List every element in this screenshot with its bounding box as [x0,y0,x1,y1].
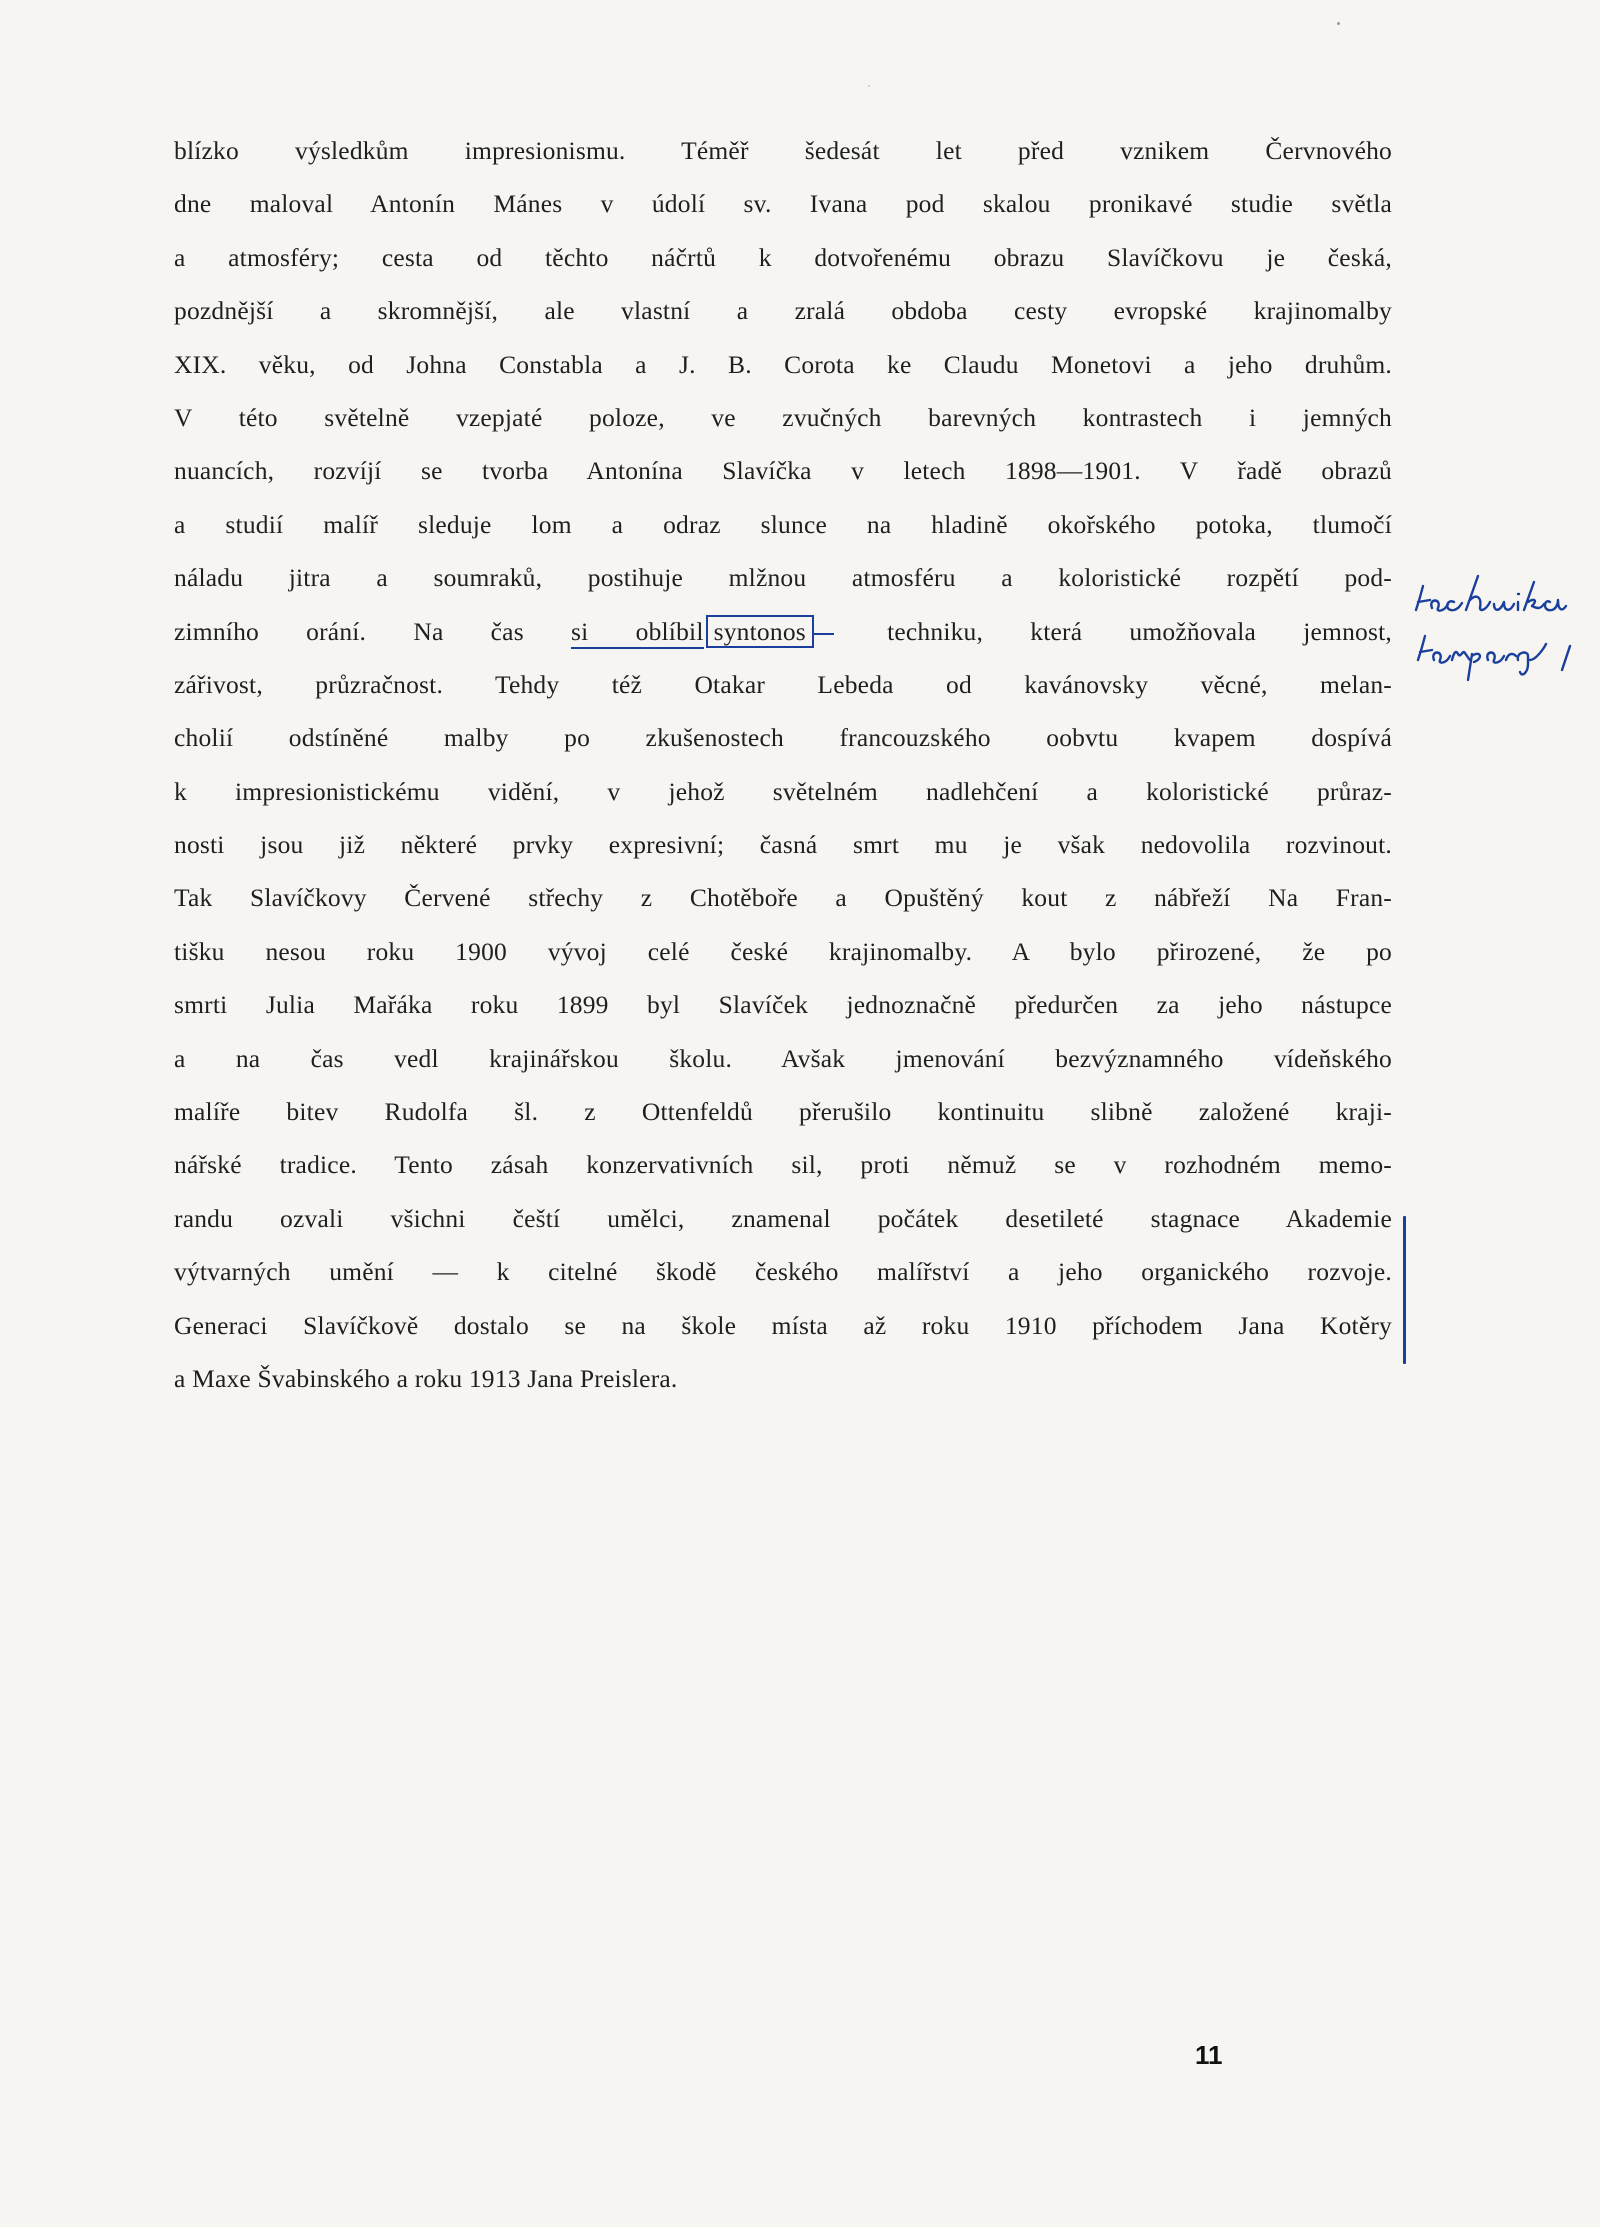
boxed-word: syntonos [706,615,814,648]
text-line: cholií odstíněné malby po zkušenostech francouzského oobvtu kvapem dospívá [174,723,1392,753]
text-line: nářské tradice. Tento zásah konzervativních sil, proti němuž se v rozhodném memo- [174,1150,1392,1180]
text-line: a Maxe Švabinského a roku 1913 Jana Preislera. [174,1363,678,1393]
text-line: pozdnější a skromnější, ale vlastní a zralá obdoba cesty evropské krajinomalby [174,296,1392,326]
text-line: výtvarných umění — k citelné škodě českého malířství a jeho organického rozvoje. [174,1257,1392,1287]
text-line: dne maloval Antonín Mánes v údolí sv. Ivana pod skalou pronikavé studie světla [174,189,1392,219]
text-line: a studií malíř sleduje lom a odraz slunce na hladině okořského potoka, tlumočí [174,509,1392,539]
text-line: randu ozvali všichni čeští umělci, znamenal počátek desetileté stagnace Akademie [174,1203,1392,1233]
text-line: a atmosféry; cesta od těchto náčrtů k dotvořenému obrazu Slavíčkovu je česká, [174,242,1392,272]
handwritten-note-drawing [1410,568,1590,698]
text-line: nuancích, rozvíjí se tvorba Antonína Slavíčka v letech 1898—1901. V řadě obrazů [174,456,1392,486]
text-line: zářivost, průzračnost. Tehdy též Otakar Lebeda od kavánovsky věcné, melan- [174,669,1392,699]
page-number: 11 [1195,2040,1223,2070]
handwritten-margin-note [1410,568,1590,698]
text-line: náladu jitra a soumraků, postihuje mlžnou atmosféru a koloristické rozpětí pod- [174,563,1392,593]
text-line: Tak Slavíčkovy Červené střechy z Chotěboře a Opuštěný kout z nábřeží Na Fran- [174,883,1392,913]
text-line: smrti Julia Mařáka roku 1899 byl Slavíček jednoznačně předurčen za jeho nástupce [174,990,1392,1020]
text-line: nosti jsou již některé prvky expresivní; časná smrt mu je však nedovolila rozvinout. [174,830,1392,860]
margin-correction-bar [1403,1216,1406,1364]
paper-speck [1337,22,1340,25]
paper-speck [868,85,870,87]
text-line: malíře bitev Rudolfa šl. z Ottenfeldů přerušilo kontinuitu slibně založené kraji- [174,1097,1392,1127]
text-line: k impresionistickému vidění, v jehož světelném nadlehčení a koloristické průraz- [174,776,1392,806]
text-line: a na čas vedl krajinářskou školu. Avšak jmenování bezvýznamného vídeňského [174,1043,1392,1073]
correction-dash [814,633,834,635]
underlined-correction: si oblíbil [571,617,704,649]
marked-text-line [174,605,1392,658]
marked-line-after: techniku, která umožňovala jemnost, [839,616,1392,646]
text-line: V této světelně vzepjaté poloze, ve zvučných barevných kontrastech i jemných [174,402,1392,432]
text-line: blízko výsledkům impresionismu. Téměř šedesát let před vznikem Červnového [174,136,1392,165]
marked-line-before: zimního orání. Na čas [174,616,572,646]
text-line: Generaci Slavíčkově dostalo se na škole místa až roku 1910 příchodem Jana Kotěry [174,1310,1392,1340]
text-line: XIX. věku, od Johna Constabla a J. B. Corota ke Claudu Monetovi a jeho druhům. [174,349,1392,379]
text-line: tišku nesou roku 1900 vývoj celé české krajinomalby. A bylo přirozené, že po [174,936,1392,966]
body-text [174,124,1392,1405]
